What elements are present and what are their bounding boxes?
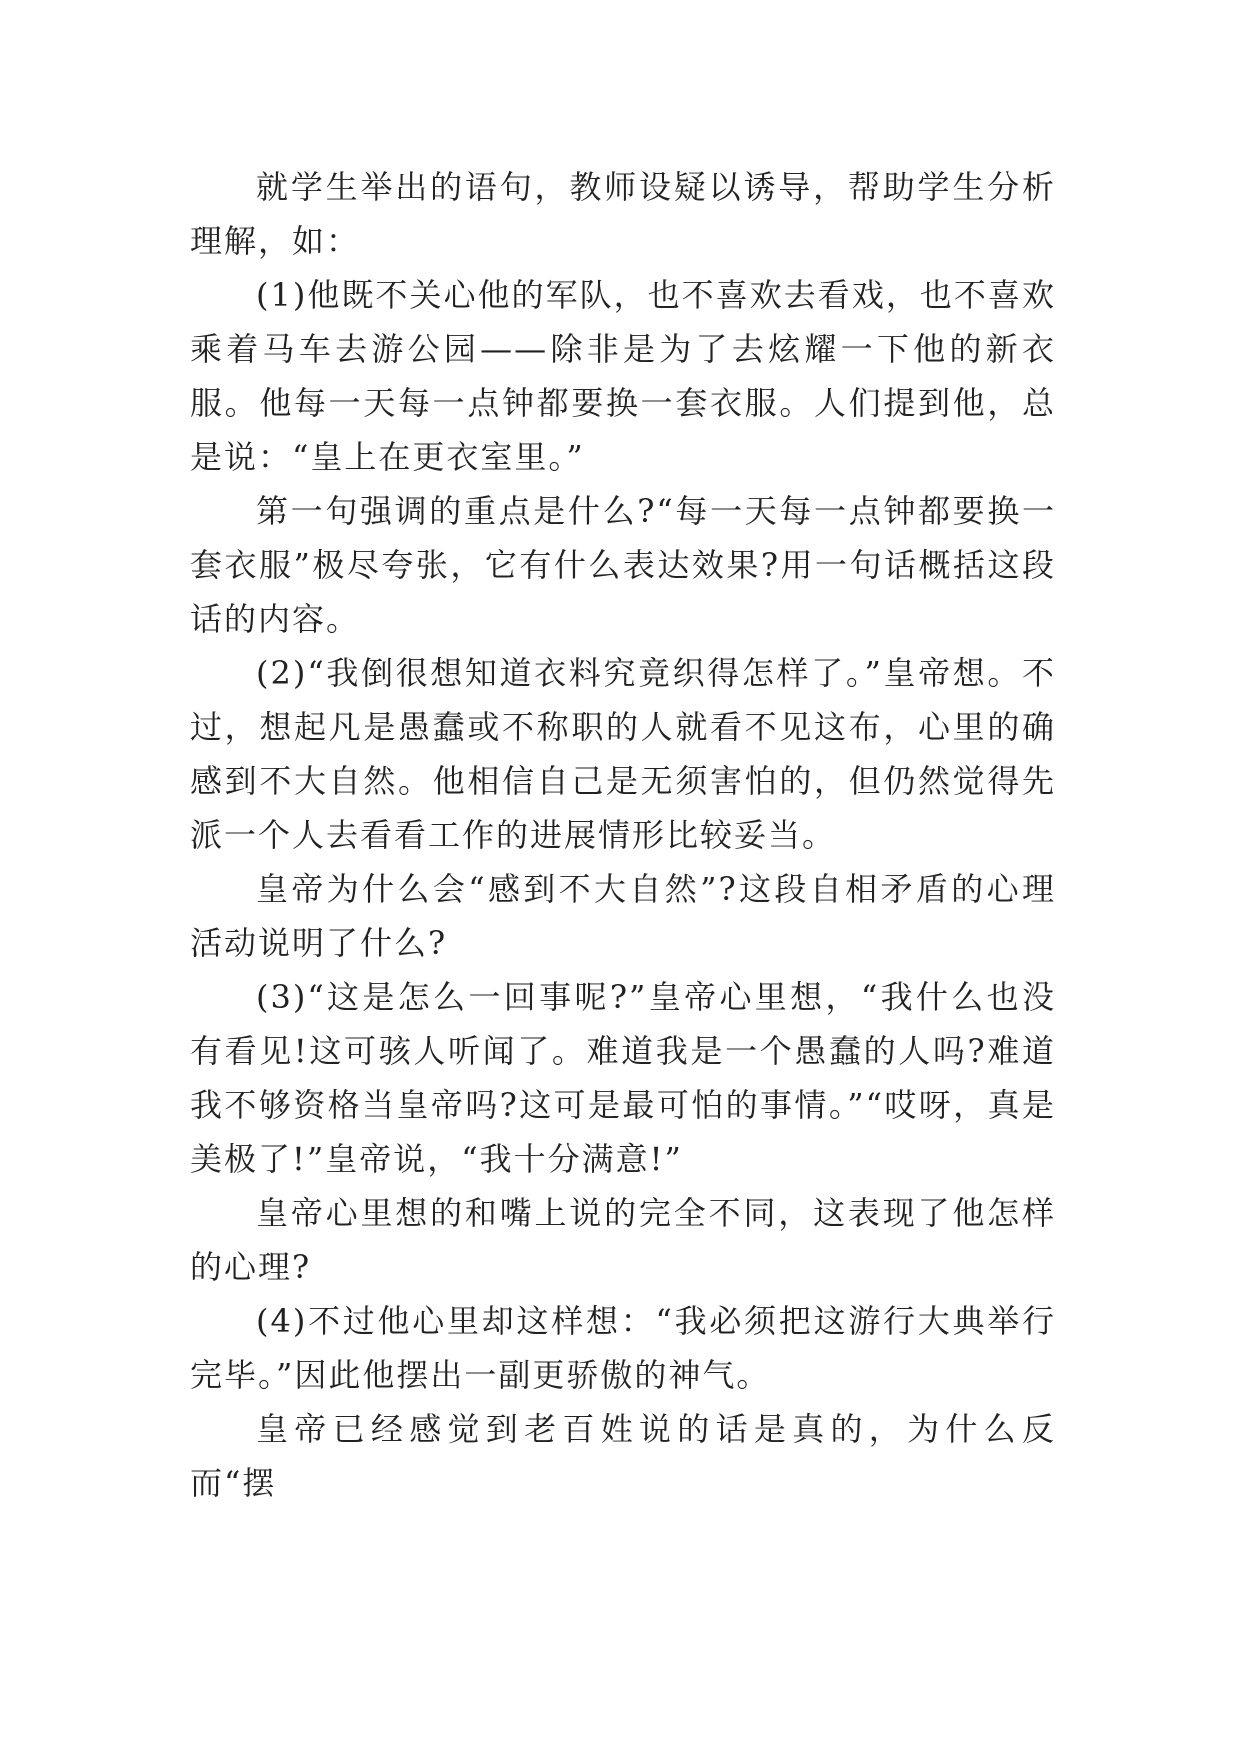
paragraph-example-2: (2)“我倒很想知道衣料究竟织得怎样了。”皇帝想。不过，想起凡是愚蠢或不称职的人就看不见这布，心里的确感到不大自然。他相信自己是无须害怕的，但仍然觉得先派一个人去看看工作的进展情形比较妥当。 [190, 654, 1056, 854]
paragraph-example-1: (1)他既不关心他的军队，也不喜欢去看戏，也不喜欢乘着马车去游公园——除非是为了去炫耀一下他的新衣服。他每一天每一点钟都要换一套衣服。人们提到他，总是说：“皇上在更衣室里。” [190, 276, 1056, 476]
paragraph-question-3: 皇帝心里想的和嘴上说的完全不同，这表现了他怎样的心理? [190, 1194, 1056, 1286]
paragraph-question-1: 第一句强调的重点是什么?“每一天每一点钟都要换一套衣服”极尽夸张，它有什么表达效果?用一句话概括这段话的内容。 [190, 492, 1056, 638]
paragraph-question-4: 皇帝已经感觉到老百姓说的话是真的，为什么反而“摆 [190, 1410, 1056, 1502]
paragraph-example-3: (3)“这是怎么一回事呢?”皇帝心里想，“我什么也没有看见!这可骇人听闻了。难道我是一个愚蠢的人吗?难道我不够资格当皇帝吗?这可是最可怕的事情。”“哎呀，真是美极了!”皇帝说，“我十分满意!” [190, 978, 1056, 1178]
paragraph-question-2: 皇帝为什么会“感到不大自然”?这段自相矛盾的心理活动说明了什么? [190, 870, 1056, 962]
paragraph-intro: 就学生举出的语句，教师设疑以诱导，帮助学生分析理解，如： [190, 168, 1056, 260]
paragraph-example-4: (4)不过他心里却这样想：“我必须把这游行大典举行完毕。”因此他摆出一副更骄傲的神气。 [190, 1302, 1056, 1394]
document-body [190, 160, 1056, 1510]
